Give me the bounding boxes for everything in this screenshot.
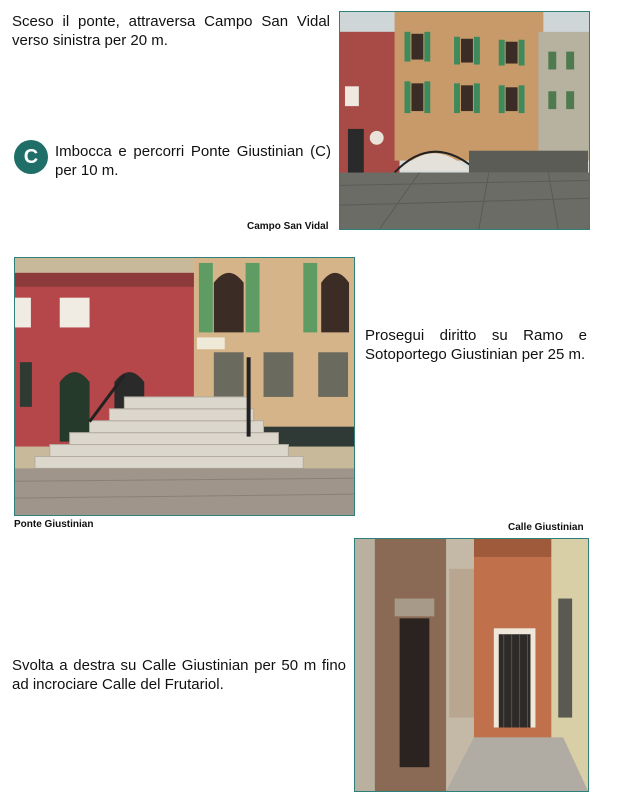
waypoint-badge-c: C <box>14 140 48 174</box>
step-4-text: Svolta a destra su Calle Giustinian per 50 m fino ad incrociare Calle del Frutariol. <box>12 657 346 693</box>
step-3-text: Prosegui diritto su Ramo e Sotoportego Giustinian per 25 m. <box>365 327 587 363</box>
photo-calle-giustinian <box>354 538 589 792</box>
photo-campo-san-vidal <box>339 11 590 230</box>
calle-giustinian-illustration <box>355 539 588 791</box>
photo-caption-campo-san-vidal: Campo San Vidal <box>247 221 329 232</box>
photo-caption-calle-giustinian: Calle Giustinian <box>508 522 584 533</box>
photo-caption-ponte-giustinian: Ponte Giustinian <box>14 519 94 530</box>
campo-san-vidal-illustration <box>340 12 589 229</box>
ponte-giustinian-illustration <box>15 258 354 515</box>
step-2-text: Imbocca e percorri Ponte Giustinian (C) per 10 m. <box>55 143 331 179</box>
step-1-text: Sceso il ponte, attraversa Campo San Vidal verso sinistra per 20 m. <box>12 13 330 49</box>
photo-ponte-giustinian <box>14 257 355 516</box>
